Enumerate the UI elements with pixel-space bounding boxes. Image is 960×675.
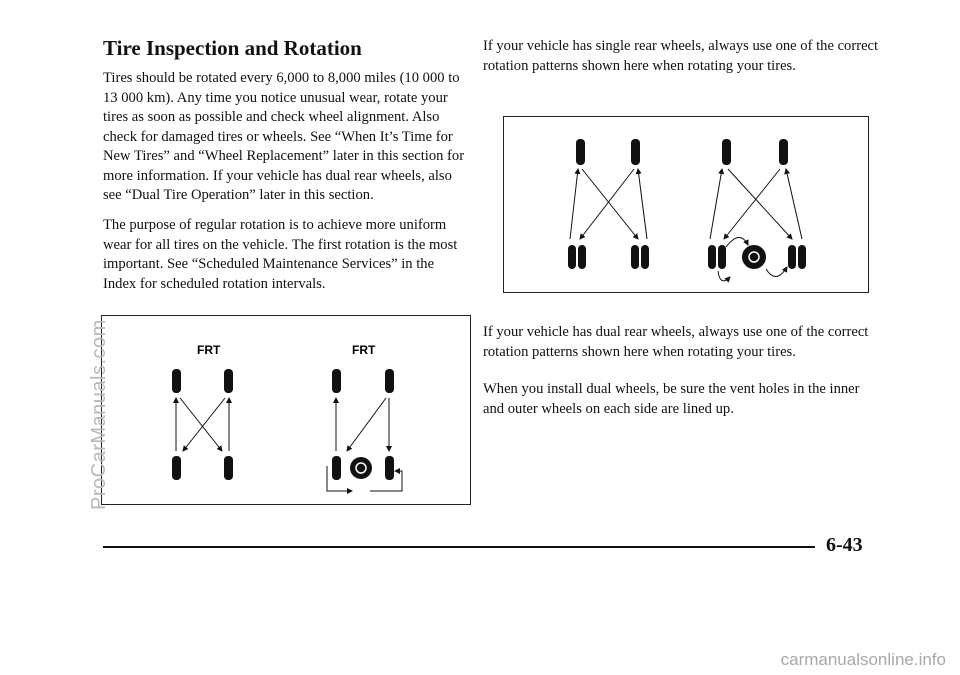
tire bbox=[332, 369, 341, 393]
watermark: ProCarManuals.com bbox=[88, 319, 110, 510]
tire bbox=[224, 456, 233, 480]
tire bbox=[332, 456, 341, 480]
dual-rear-paragraph: If your vehicle has dual rear wheels, always use one of the correct rotation patterns shown here when rotating your tires. bbox=[483, 324, 869, 360]
footer-rule bbox=[103, 546, 815, 548]
intro-paragraph: Tires should be rotated every 6,000 to 8,000 miles (10 000 to 13 000 km). Any time you notice unusual wear, rotate your tires as soon as possible and check wheel alignment. Also check for damaged tires or wheels. See “When It’s Time for New Tires” and “Wheel Replacement” later in this section for more information. If your vehicle has dual rear wheels, also see “Dual Tire Operation” later in this section. bbox=[103, 70, 465, 203]
tire bbox=[172, 456, 181, 480]
spare-tire bbox=[350, 457, 372, 479]
spare-tire bbox=[742, 245, 766, 269]
front-label-right: FRT bbox=[352, 343, 376, 357]
tire bbox=[578, 245, 586, 269]
tire bbox=[641, 245, 649, 269]
single-rear-rotation-figure bbox=[101, 315, 471, 505]
tire bbox=[385, 369, 394, 393]
section-title: Tire Inspection and Rotation bbox=[103, 36, 362, 60]
dual-rear-rotation-figure bbox=[503, 116, 869, 293]
purpose-paragraph: The purpose of regular rotation is to achieve more uniform wear for all tires on the vehicle. The first rotation is the most important. See “Scheduled Maintenance Services” in the Index for scheduled rotation intervals. bbox=[103, 217, 458, 292]
tire bbox=[779, 139, 788, 165]
rotation-diagram-left bbox=[102, 316, 472, 506]
tire bbox=[798, 245, 806, 269]
page-number: 6-43 bbox=[826, 534, 863, 556]
tire bbox=[708, 245, 716, 269]
tire bbox=[722, 139, 731, 165]
tire bbox=[718, 245, 726, 269]
vent-holes-paragraph: When you install dual wheels, be sure the vent holes in the inner and outer wheels on each side are lined up. bbox=[483, 381, 860, 417]
tire bbox=[631, 245, 639, 269]
tire bbox=[576, 139, 585, 165]
tire bbox=[224, 369, 233, 393]
single-rear-paragraph: If your vehicle has single rear wheels, always use one of the correct rotation patterns shown here when rotating your tires. bbox=[483, 38, 879, 74]
tire bbox=[568, 245, 576, 269]
rotation-diagram-right bbox=[504, 117, 870, 294]
front-label-left: FRT bbox=[197, 343, 221, 357]
tire bbox=[172, 369, 181, 393]
tire bbox=[385, 456, 394, 480]
tire bbox=[631, 139, 640, 165]
tire bbox=[788, 245, 796, 269]
site-url: carmanualsonline.info bbox=[780, 650, 946, 669]
